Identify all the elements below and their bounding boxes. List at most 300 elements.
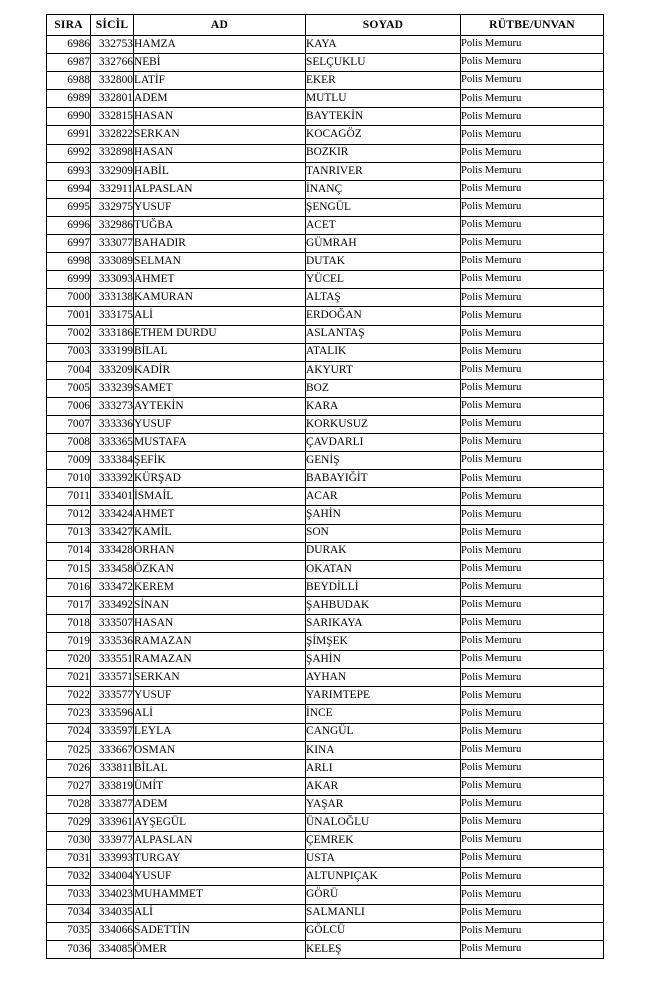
table-header-row [47, 15, 604, 36]
cell-sicil: 333428 [91, 542, 134, 560]
cell-soyad: ACET [306, 216, 461, 234]
table-row [47, 144, 604, 162]
table-row [47, 162, 604, 180]
cell-sira: 7010 [47, 470, 91, 488]
cell-sicil: 333667 [91, 741, 134, 759]
cell-sira: 7005 [47, 379, 91, 397]
cell-sicil: 332801 [91, 90, 134, 108]
column-header-sira: SIRA [47, 15, 91, 36]
cell-soyad: BOZKIR [306, 144, 461, 162]
cell-sira: 7031 [47, 850, 91, 868]
cell-rutbe: Polis Memuru [461, 542, 604, 560]
cell-sira: 7012 [47, 506, 91, 524]
cell-sicil: 333596 [91, 705, 134, 723]
cell-sira: 7002 [47, 325, 91, 343]
cell-sira: 7023 [47, 705, 91, 723]
cell-sicil: 332815 [91, 108, 134, 126]
cell-rutbe: Polis Memuru [461, 850, 604, 868]
cell-sira: 7013 [47, 524, 91, 542]
cell-soyad: ACAR [306, 488, 461, 506]
column-header-soyad: SOYAD [306, 15, 461, 36]
cell-ad: SELMAN [134, 253, 306, 271]
cell-ad: HASAN [134, 108, 306, 126]
cell-soyad: KORKUSUZ [306, 415, 461, 433]
cell-soyad: SALMANLI [306, 904, 461, 922]
column-header-sicil: SİCİL [91, 15, 134, 36]
table-row [47, 470, 604, 488]
cell-sicil: 332800 [91, 72, 134, 90]
table-row [47, 651, 604, 669]
cell-sira: 7022 [47, 687, 91, 705]
cell-soyad: ÇAVDARLI [306, 434, 461, 452]
cell-sicil: 332766 [91, 54, 134, 72]
cell-soyad: GÖLCÜ [306, 922, 461, 940]
table-row [47, 832, 604, 850]
cell-rutbe: Polis Memuru [461, 578, 604, 596]
cell-rutbe: Polis Memuru [461, 687, 604, 705]
cell-soyad: İNANÇ [306, 180, 461, 198]
cell-ad: BAHADIR [134, 235, 306, 253]
cell-sira: 7004 [47, 361, 91, 379]
cell-sicil: 333384 [91, 452, 134, 470]
table-row [47, 723, 604, 741]
cell-ad: KEREM [134, 578, 306, 596]
table-row [47, 289, 604, 307]
cell-ad: MUSTAFA [134, 434, 306, 452]
cell-ad: RAMAZAN [134, 633, 306, 651]
table-row [47, 72, 604, 90]
cell-sicil: 334066 [91, 922, 134, 940]
cell-ad: İSMAİL [134, 488, 306, 506]
cell-soyad: ŞENGÜL [306, 198, 461, 216]
cell-sicil: 333551 [91, 651, 134, 669]
table-row [47, 596, 604, 614]
cell-rutbe: Polis Memuru [461, 162, 604, 180]
table-row [47, 307, 604, 325]
cell-ad: MUHAMMET [134, 886, 306, 904]
cell-sira: 7000 [47, 289, 91, 307]
cell-sicil: 333175 [91, 307, 134, 325]
table-row [47, 777, 604, 795]
cell-sira: 7036 [47, 940, 91, 958]
cell-soyad: ŞİMŞEK [306, 633, 461, 651]
cell-sicil: 333199 [91, 343, 134, 361]
cell-soyad: İNCE [306, 705, 461, 723]
cell-soyad: BABAYIĞİT [306, 470, 461, 488]
cell-sicil: 333877 [91, 795, 134, 813]
table-row [47, 795, 604, 813]
cell-rutbe: Polis Memuru [461, 397, 604, 415]
cell-ad: AHMET [134, 506, 306, 524]
cell-sicil: 333365 [91, 434, 134, 452]
table-row [47, 126, 604, 144]
cell-sira: 7026 [47, 759, 91, 777]
cell-rutbe: Polis Memuru [461, 741, 604, 759]
cell-rutbe: Polis Memuru [461, 235, 604, 253]
cell-sicil: 333819 [91, 777, 134, 795]
cell-sira: 7027 [47, 777, 91, 795]
cell-sicil: 334085 [91, 940, 134, 958]
table-row [47, 54, 604, 72]
cell-soyad: ATALIK [306, 343, 461, 361]
cell-soyad: AKYURT [306, 361, 461, 379]
cell-rutbe: Polis Memuru [461, 434, 604, 452]
cell-rutbe: Polis Memuru [461, 198, 604, 216]
table-row [47, 325, 604, 343]
cell-soyad: BOZ [306, 379, 461, 397]
cell-ad: ORHAN [134, 542, 306, 560]
cell-sicil: 332822 [91, 126, 134, 144]
cell-rutbe: Polis Memuru [461, 126, 604, 144]
cell-soyad: GÜMRAH [306, 235, 461, 253]
cell-sira: 6998 [47, 253, 91, 271]
cell-sicil: 333993 [91, 850, 134, 868]
cell-sicil: 333458 [91, 560, 134, 578]
cell-ad: KADİR [134, 361, 306, 379]
cell-soyad: KOCAGÖZ [306, 126, 461, 144]
cell-ad: ALPASLAN [134, 180, 306, 198]
cell-rutbe: Polis Memuru [461, 379, 604, 397]
cell-soyad: USTA [306, 850, 461, 868]
cell-sira: 6988 [47, 72, 91, 90]
cell-ad: NEBİ [134, 54, 306, 72]
cell-sira: 7003 [47, 343, 91, 361]
cell-sicil: 333492 [91, 596, 134, 614]
cell-sicil: 333577 [91, 687, 134, 705]
cell-ad: KAMURAN [134, 289, 306, 307]
cell-rutbe: Polis Memuru [461, 325, 604, 343]
cell-rutbe: Polis Memuru [461, 36, 604, 54]
table-row [47, 180, 604, 198]
table-row [47, 253, 604, 271]
cell-sira: 7019 [47, 633, 91, 651]
cell-sicil: 334023 [91, 886, 134, 904]
cell-soyad: ASLANTAŞ [306, 325, 461, 343]
cell-soyad: GENİŞ [306, 452, 461, 470]
cell-sira: 6991 [47, 126, 91, 144]
cell-sicil: 333401 [91, 488, 134, 506]
cell-rutbe: Polis Memuru [461, 886, 604, 904]
cell-ad: YUSUF [134, 868, 306, 886]
cell-sicil: 333392 [91, 470, 134, 488]
cell-sira: 7030 [47, 832, 91, 850]
cell-sicil: 333811 [91, 759, 134, 777]
cell-ad: SİNAN [134, 596, 306, 614]
cell-sicil: 332975 [91, 198, 134, 216]
table-row [47, 669, 604, 687]
cell-sicil: 333571 [91, 669, 134, 687]
cell-soyad: ALTAŞ [306, 289, 461, 307]
cell-sira: 6999 [47, 271, 91, 289]
table-row [47, 814, 604, 832]
cell-sicil: 333209 [91, 361, 134, 379]
cell-soyad: ERDOĞAN [306, 307, 461, 325]
cell-ad: SERKAN [134, 669, 306, 687]
cell-rutbe: Polis Memuru [461, 922, 604, 940]
cell-soyad: TANRIVER [306, 162, 461, 180]
cell-sira: 7018 [47, 615, 91, 633]
cell-ad: HABİL [134, 162, 306, 180]
table-row [47, 271, 604, 289]
cell-sicil: 333977 [91, 832, 134, 850]
cell-sira: 7007 [47, 415, 91, 433]
cell-soyad: EKER [306, 72, 461, 90]
cell-sira: 6994 [47, 180, 91, 198]
column-header-rutbe: RÜTBE/UNVAN [461, 15, 604, 36]
cell-rutbe: Polis Memuru [461, 271, 604, 289]
cell-sicil: 332753 [91, 36, 134, 54]
cell-rutbe: Polis Memuru [461, 777, 604, 795]
table-row [47, 904, 604, 922]
cell-sicil: 333427 [91, 524, 134, 542]
table-row [47, 452, 604, 470]
cell-soyad: YÜCEL [306, 271, 461, 289]
cell-soyad: BAYTEKİN [306, 108, 461, 126]
table-row [47, 687, 604, 705]
cell-sira: 7033 [47, 886, 91, 904]
cell-soyad: CANGÜL [306, 723, 461, 741]
table-row [47, 615, 604, 633]
table-row [47, 379, 604, 397]
cell-sicil: 334004 [91, 868, 134, 886]
cell-sicil: 333961 [91, 814, 134, 832]
cell-sira: 6993 [47, 162, 91, 180]
cell-rutbe: Polis Memuru [461, 506, 604, 524]
table-row [47, 578, 604, 596]
table-row [47, 922, 604, 940]
cell-soyad: ALTUNPIÇAK [306, 868, 461, 886]
table-row [47, 759, 604, 777]
cell-soyad: DUTAK [306, 253, 461, 271]
cell-sira: 7034 [47, 904, 91, 922]
cell-ad: BİLAL [134, 759, 306, 777]
cell-ad: AYŞEGÜL [134, 814, 306, 832]
cell-ad: SAMET [134, 379, 306, 397]
table-row [47, 868, 604, 886]
cell-sicil: 333507 [91, 615, 134, 633]
cell-rutbe: Polis Memuru [461, 54, 604, 72]
cell-sicil: 333472 [91, 578, 134, 596]
cell-soyad: ŞAHİN [306, 651, 461, 669]
cell-rutbe: Polis Memuru [461, 72, 604, 90]
cell-soyad: MUTLU [306, 90, 461, 108]
cell-soyad: GÖRÜ [306, 886, 461, 904]
cell-rutbe: Polis Memuru [461, 633, 604, 651]
cell-ad: ÜMİT [134, 777, 306, 795]
cell-rutbe: Polis Memuru [461, 90, 604, 108]
cell-ad: TUĞBA [134, 216, 306, 234]
cell-sira: 7025 [47, 741, 91, 759]
table-row [47, 434, 604, 452]
cell-ad: LATİF [134, 72, 306, 90]
personnel-roster-table [46, 14, 604, 959]
cell-rutbe: Polis Memuru [461, 651, 604, 669]
cell-sira: 6990 [47, 108, 91, 126]
cell-rutbe: Polis Memuru [461, 361, 604, 379]
cell-rutbe: Polis Memuru [461, 669, 604, 687]
table-row [47, 415, 604, 433]
cell-soyad: ARLI [306, 759, 461, 777]
cell-sira: 6986 [47, 36, 91, 54]
cell-rutbe: Polis Memuru [461, 216, 604, 234]
cell-rutbe: Polis Memuru [461, 307, 604, 325]
table-row [47, 343, 604, 361]
cell-sicil: 332911 [91, 180, 134, 198]
cell-ad: ALİ [134, 705, 306, 723]
cell-ad: ŞEFİK [134, 452, 306, 470]
cell-soyad: KELEŞ [306, 940, 461, 958]
cell-ad: KÜRŞAD [134, 470, 306, 488]
cell-ad: HASAN [134, 615, 306, 633]
table-row [47, 705, 604, 723]
table-row [47, 397, 604, 415]
table-row [47, 560, 604, 578]
cell-sira: 6997 [47, 235, 91, 253]
cell-ad: ÖZKAN [134, 560, 306, 578]
cell-rutbe: Polis Memuru [461, 904, 604, 922]
cell-rutbe: Polis Memuru [461, 560, 604, 578]
cell-sira: 6995 [47, 198, 91, 216]
table-row [47, 108, 604, 126]
cell-sira: 7035 [47, 922, 91, 940]
cell-sira: 7011 [47, 488, 91, 506]
cell-sira: 6996 [47, 216, 91, 234]
cell-rutbe: Polis Memuru [461, 144, 604, 162]
table-row [47, 36, 604, 54]
cell-soyad: KAYA [306, 36, 461, 54]
cell-sira: 7008 [47, 434, 91, 452]
cell-soyad: SELÇUKLU [306, 54, 461, 72]
cell-soyad: YAŞAR [306, 795, 461, 813]
cell-soyad: BEYDİLLİ [306, 578, 461, 596]
cell-rutbe: Polis Memuru [461, 415, 604, 433]
cell-sicil: 333273 [91, 397, 134, 415]
table-row [47, 361, 604, 379]
cell-sira: 7028 [47, 795, 91, 813]
table-row [47, 542, 604, 560]
cell-rutbe: Polis Memuru [461, 795, 604, 813]
cell-rutbe: Polis Memuru [461, 596, 604, 614]
cell-rutbe: Polis Memuru [461, 470, 604, 488]
cell-soyad: ŞAHBUDAK [306, 596, 461, 614]
cell-soyad: OKATAN [306, 560, 461, 578]
cell-sicil: 333536 [91, 633, 134, 651]
cell-soyad: ÇEMREK [306, 832, 461, 850]
cell-sira: 7024 [47, 723, 91, 741]
cell-soyad: ŞAHİN [306, 506, 461, 524]
table-body [47, 36, 604, 959]
cell-soyad: ÜNALOĞLU [306, 814, 461, 832]
cell-ad: ADEM [134, 795, 306, 813]
cell-sicil: 333138 [91, 289, 134, 307]
table-row [47, 886, 604, 904]
cell-rutbe: Polis Memuru [461, 253, 604, 271]
cell-sira: 7016 [47, 578, 91, 596]
cell-sicil: 333239 [91, 379, 134, 397]
cell-sira: 7015 [47, 560, 91, 578]
cell-rutbe: Polis Memuru [461, 759, 604, 777]
cell-rutbe: Polis Memuru [461, 868, 604, 886]
cell-sira: 7006 [47, 397, 91, 415]
cell-rutbe: Polis Memuru [461, 343, 604, 361]
cell-sira: 6989 [47, 90, 91, 108]
cell-sira: 7032 [47, 868, 91, 886]
cell-ad: SADETTİN [134, 922, 306, 940]
cell-rutbe: Polis Memuru [461, 940, 604, 958]
cell-rutbe: Polis Memuru [461, 180, 604, 198]
table-row [47, 235, 604, 253]
cell-rutbe: Polis Memuru [461, 488, 604, 506]
table-row [47, 940, 604, 958]
cell-sicil: 333424 [91, 506, 134, 524]
cell-rutbe: Polis Memuru [461, 723, 604, 741]
cell-ad: ETHEM DURDU [134, 325, 306, 343]
cell-rutbe: Polis Memuru [461, 108, 604, 126]
cell-ad: ADEM [134, 90, 306, 108]
cell-sicil: 333077 [91, 235, 134, 253]
cell-soyad: KARA [306, 397, 461, 415]
table-row [47, 741, 604, 759]
cell-rutbe: Polis Memuru [461, 615, 604, 633]
cell-ad: BİLAL [134, 343, 306, 361]
cell-soyad: AKAR [306, 777, 461, 795]
table-row [47, 198, 604, 216]
cell-sicil: 332909 [91, 162, 134, 180]
column-header-ad: AD [134, 15, 306, 36]
cell-sicil: 333336 [91, 415, 134, 433]
cell-ad: HASAN [134, 144, 306, 162]
table-row [47, 216, 604, 234]
cell-sira: 7029 [47, 814, 91, 832]
cell-ad: OSMAN [134, 741, 306, 759]
cell-ad: ALİ [134, 904, 306, 922]
table-row [47, 850, 604, 868]
cell-ad: SERKAN [134, 126, 306, 144]
cell-ad: RAMAZAN [134, 651, 306, 669]
table-row [47, 90, 604, 108]
table-row [47, 633, 604, 651]
cell-ad: ÖMER [134, 940, 306, 958]
cell-rutbe: Polis Memuru [461, 814, 604, 832]
cell-sicil: 332898 [91, 144, 134, 162]
cell-ad: AHMET [134, 271, 306, 289]
cell-rutbe: Polis Memuru [461, 524, 604, 542]
cell-soyad: SON [306, 524, 461, 542]
table-row [47, 506, 604, 524]
cell-sira: 7017 [47, 596, 91, 614]
cell-ad: ALPASLAN [134, 832, 306, 850]
cell-ad: KAMİL [134, 524, 306, 542]
cell-sicil: 333093 [91, 271, 134, 289]
cell-soyad: SARIKAYA [306, 615, 461, 633]
cell-sicil: 332986 [91, 216, 134, 234]
cell-soyad: AYHAN [306, 669, 461, 687]
cell-sira: 7001 [47, 307, 91, 325]
cell-sicil: 333186 [91, 325, 134, 343]
cell-sira: 7014 [47, 542, 91, 560]
cell-sicil: 333089 [91, 253, 134, 271]
cell-sira: 6987 [47, 54, 91, 72]
cell-ad: LEYLA [134, 723, 306, 741]
cell-rutbe: Polis Memuru [461, 832, 604, 850]
cell-soyad: DURAK [306, 542, 461, 560]
cell-rutbe: Polis Memuru [461, 289, 604, 307]
cell-ad: YUSUF [134, 198, 306, 216]
cell-sicil: 333597 [91, 723, 134, 741]
table-header [47, 15, 604, 36]
cell-sicil: 334035 [91, 904, 134, 922]
cell-sira: 7021 [47, 669, 91, 687]
